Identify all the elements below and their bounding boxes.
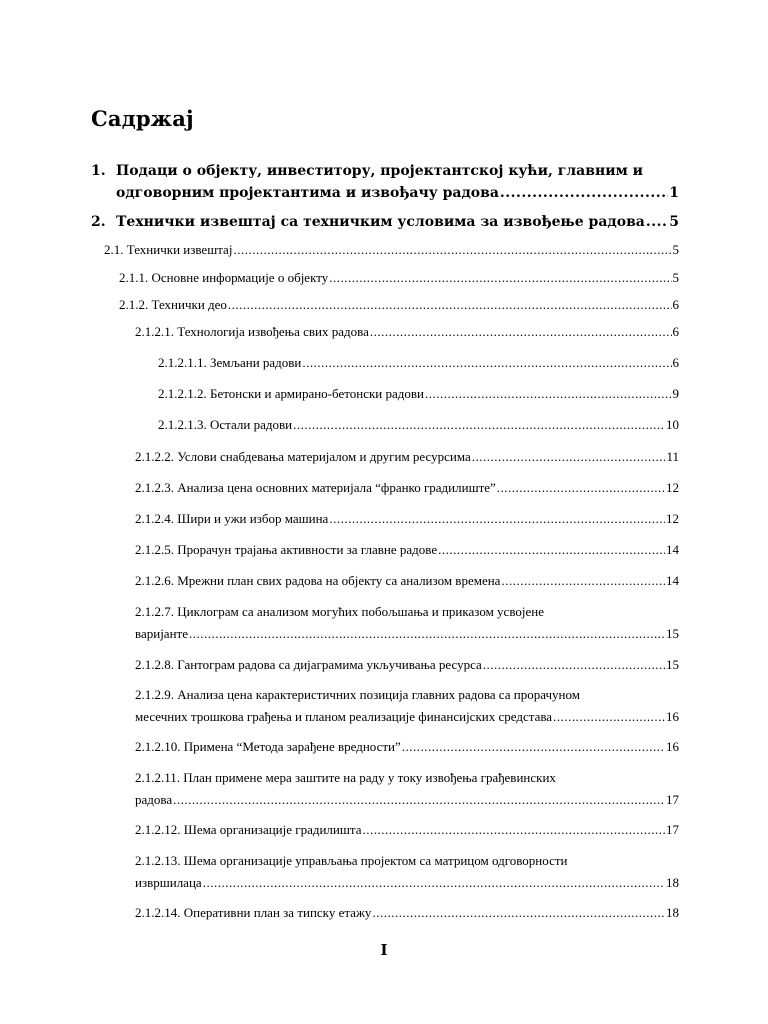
toc-entry-line [135, 902, 679, 924]
toc-entry-number: 2.1.2.2. [135, 449, 174, 464]
toc-entry-line [91, 160, 679, 182]
toc-entry[interactable] [158, 383, 679, 405]
dot-leader [646, 211, 668, 233]
toc-entry[interactable] [135, 736, 679, 758]
toc-entry-page: 17 [666, 792, 679, 807]
dot-leader [483, 654, 665, 676]
toc-entry[interactable] [135, 902, 679, 924]
dot-leader [370, 321, 672, 343]
dot-leader [302, 352, 671, 374]
toc-entry[interactable] [135, 601, 679, 645]
toc-entry-number: 2. [91, 214, 106, 230]
toc-entry-number: 2.1.2.4. [135, 511, 174, 526]
toc-entry-page: 6 [672, 297, 679, 312]
toc-entry[interactable] [158, 352, 679, 374]
dot-leader [497, 477, 665, 499]
toc-entry[interactable] [135, 654, 679, 676]
toc-entry-line [135, 767, 679, 789]
toc-entry[interactable] [91, 160, 679, 204]
toc-entry-page: 18 [666, 875, 679, 890]
toc-entry-line [135, 539, 679, 561]
toc-entry-line [135, 736, 679, 758]
toc-entry-title-continued: месечних трошкова грађења и планом реализације финансијских средстава [135, 709, 553, 724]
toc-entry-line [158, 352, 679, 374]
dot-leader [372, 902, 665, 924]
toc-entry-line [135, 508, 679, 530]
dot-leader [500, 182, 668, 204]
toc-entry-title-continued: радова [135, 792, 173, 807]
toc-entry-title: Технологија извођења свих радова [177, 324, 369, 339]
toc-entry[interactable] [104, 239, 679, 261]
toc-entry-number: 2.1.1. [119, 270, 149, 285]
toc-entry-page: 12 [666, 511, 679, 526]
toc-entry[interactable] [135, 570, 679, 592]
dot-leader [402, 736, 665, 758]
dot-leader [438, 539, 665, 561]
toc-entry-number: 2.1. [104, 242, 124, 257]
toc-entry-line [135, 570, 679, 592]
toc-entry-title: Анализа цена основних материјала “франко градилиште” [177, 480, 496, 495]
toc-entry-number: 2.1.2.1.2. [158, 386, 207, 401]
toc-entry-page: 5 [669, 214, 679, 230]
toc-entry-page: 14 [666, 573, 679, 588]
toc-entry-page: 1 [669, 185, 679, 201]
toc-entry-line [91, 211, 679, 233]
toc-entry-title-continued: извршилаца [135, 875, 202, 890]
toc-entry-title: Шири и ужи избор машина [177, 511, 329, 526]
toc-entry[interactable] [135, 767, 679, 811]
toc-entry-number: 2.1.2.12. [135, 822, 181, 837]
dot-leader [363, 819, 666, 841]
toc-entry-page: 10 [666, 417, 679, 432]
toc-entry[interactable] [158, 414, 679, 436]
toc-entry-line [135, 850, 679, 872]
page-number: I [380, 941, 388, 959]
dot-leader [329, 267, 671, 289]
toc-entry-number: 2.1.2.14. [135, 905, 181, 920]
toc-entry-page: 16 [666, 739, 679, 754]
toc-entry-page: 11 [666, 449, 679, 464]
toc-entry-title: Мрежни план свих радова на објекту са анализом времена [177, 573, 501, 588]
toc-entry-title: Технички део [151, 297, 227, 312]
toc-entry-title-continued: одговорним пројектантима и извођачу радова [116, 185, 499, 201]
toc-entry-page: 12 [666, 480, 679, 495]
toc-entry-page: 14 [666, 542, 679, 557]
toc-entry-page: 6 [672, 355, 679, 370]
toc-entry-number: 2.1.2.6. [135, 573, 174, 588]
toc-entry-title: Анализа цена карактеристичних позиција главних радова са прорачуном [177, 687, 580, 702]
toc-entry-title: Бетонски и армирано-бетонски радови [210, 386, 424, 401]
toc-entry[interactable] [135, 819, 679, 841]
toc-entry-line [135, 684, 679, 706]
toc-entry-title: Технички извештај са техничким условима за извођење радова [116, 214, 645, 230]
toc-entry-page: 16 [666, 709, 679, 724]
toc-entry-line [135, 321, 679, 343]
dot-leader [293, 414, 665, 436]
toc-entry-title: Примена “Метода зарађене вредности” [183, 739, 401, 754]
dot-leader [189, 623, 665, 645]
toc-entry-title: Циклограм са анализом могућих побољшања и приказом усвојене [177, 604, 544, 619]
dot-leader [233, 239, 671, 261]
dot-leader [329, 508, 665, 530]
dot-leader [501, 570, 665, 592]
toc-entry-number: 2.1.2.10. [135, 739, 181, 754]
toc-entry-number: 2.1.2.1.3. [158, 417, 207, 432]
toc-entry[interactable] [135, 684, 679, 728]
toc-entry-number: 2.1.2.1. [135, 324, 174, 339]
toc-entry-title-continued: варијанте [135, 626, 188, 641]
toc-entry[interactable] [135, 321, 679, 343]
toc-entry-line [135, 623, 679, 645]
dot-leader [203, 872, 665, 894]
dot-leader [228, 294, 672, 316]
dot-leader [173, 789, 665, 811]
toc-entry-title: Подаци о објекту, инвеститору, пројектантској кући, главним и [116, 163, 643, 179]
toc-entry-title: Основне информације о објекту [151, 270, 329, 285]
toc-entry-line [104, 239, 679, 261]
toc-entry-line [135, 789, 679, 811]
toc-entry[interactable] [119, 267, 679, 289]
toc-entry-page: 6 [672, 324, 679, 339]
dot-leader [472, 446, 666, 468]
toc-entry-line [135, 477, 679, 499]
toc-entry-title: Шема организације управљања пројектом са матрицом одговорности [183, 853, 568, 868]
toc-entry-title: Гантограм радова са дијаграмима укључивања ресурса [177, 657, 482, 672]
toc-entry[interactable] [135, 508, 679, 530]
toc-entry-title: Прорачун трајања активности за главне радове [177, 542, 438, 557]
page-title: Садржај [91, 106, 194, 131]
toc-entry[interactable] [135, 477, 679, 499]
toc-entry[interactable] [135, 539, 679, 561]
toc-entry-title: Остали радови [210, 417, 293, 432]
toc-entry-page: 17 [666, 822, 679, 837]
toc-entry-line [91, 182, 679, 204]
toc-entry[interactable] [135, 850, 679, 894]
toc-entry-page: 9 [672, 386, 679, 401]
toc-entry-title: План примене мера заштите на раду у току извођења грађевинских [183, 770, 556, 785]
toc-entry-line [135, 601, 679, 623]
toc-entry-number: 2.1.2.7. [135, 604, 174, 619]
toc-entry-title: Оперативни план за типску етажу [183, 905, 372, 920]
toc-entry-title: Земљани радови [210, 355, 302, 370]
toc-entry-title: Шема организације градилишта [183, 822, 362, 837]
toc-entry-number: 2.1.2.9. [135, 687, 174, 702]
toc-entry-page: 15 [666, 626, 679, 641]
toc-entry[interactable] [119, 294, 679, 316]
toc-entry-number: 2.1.2.5. [135, 542, 174, 557]
toc-entry-page: 18 [666, 905, 679, 920]
toc-entry-number: 2.1.2.1.1. [158, 355, 207, 370]
toc-entry-line [135, 446, 679, 468]
toc-entry-page: 5 [672, 242, 679, 257]
toc-entry-line [158, 383, 679, 405]
toc-entry[interactable] [91, 211, 679, 233]
toc-entry-line [135, 819, 679, 841]
toc-entry-title: Услови снабдевања материјалом и другим ресурсима [177, 449, 471, 464]
toc-entry-page: 5 [672, 270, 679, 285]
toc-entry-number: 2.1.2.8. [135, 657, 174, 672]
toc-entry[interactable] [135, 446, 679, 468]
dot-leader [425, 383, 672, 405]
toc-entry-number: 1. [91, 163, 106, 179]
toc-entry-number: 2.1.2.3. [135, 480, 174, 495]
toc-entry-page: 15 [666, 657, 679, 672]
toc-entry-line [158, 414, 679, 436]
toc-entry-number: 2.1.2.13. [135, 853, 181, 868]
toc-entry-title: Технички извештај [126, 242, 233, 257]
toc-entry-line [135, 706, 679, 728]
toc-entry-line [135, 654, 679, 676]
toc-entry-line [135, 872, 679, 894]
toc-entry-number: 2.1.2. [119, 297, 149, 312]
toc-entry-line [119, 267, 679, 289]
dot-leader [553, 706, 665, 728]
toc-entry-number: 2.1.2.11. [135, 770, 181, 785]
toc-entry-line [119, 294, 679, 316]
